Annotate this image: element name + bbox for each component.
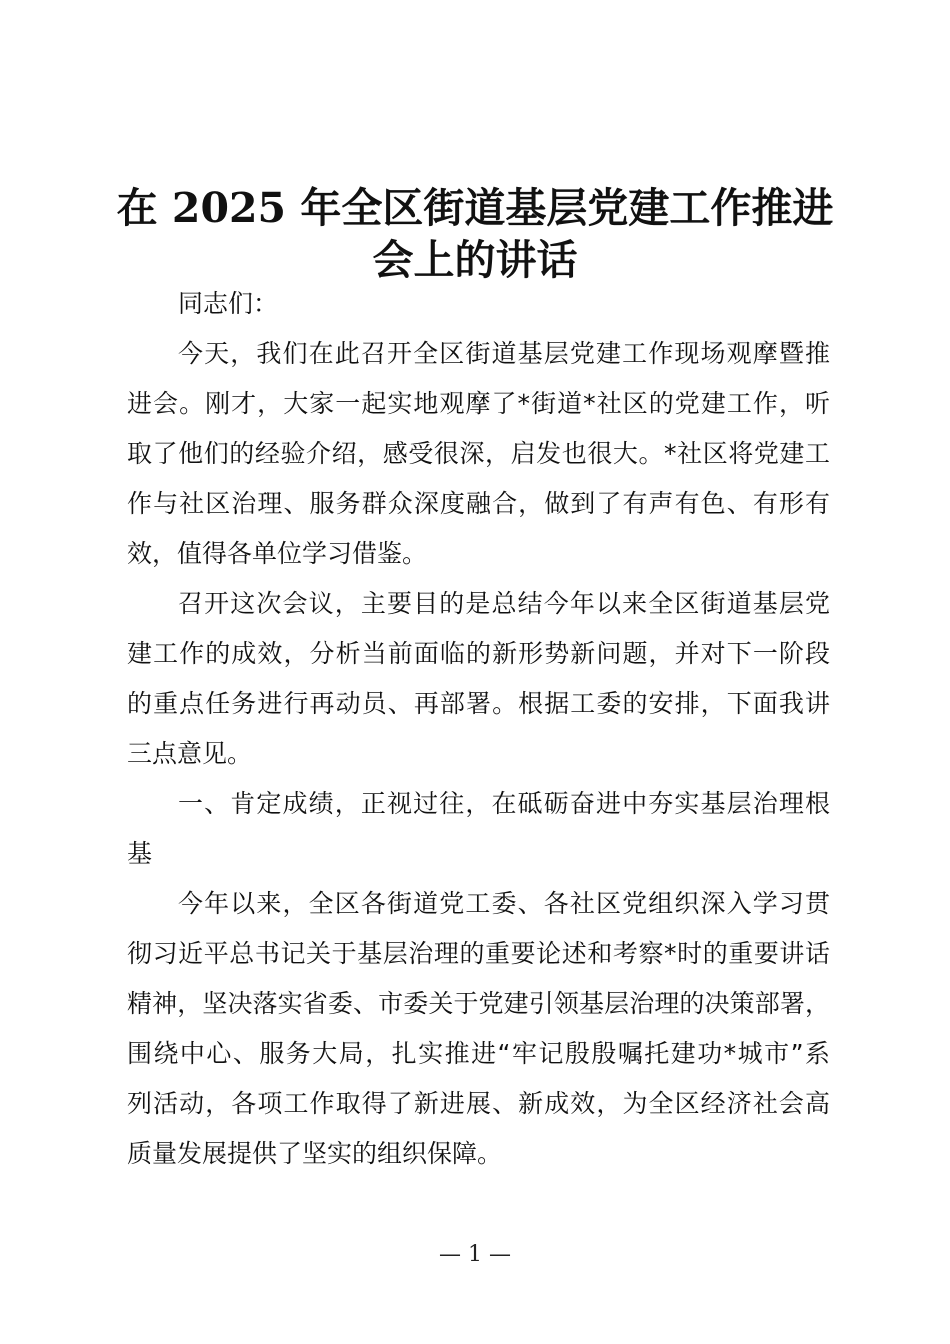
section-heading-line: 基 — [127, 839, 153, 868]
paragraph-1-line: 效，值得各单位学习借鉴。 — [127, 539, 428, 568]
page-number: — 1 — — [439, 1242, 511, 1267]
paragraph-3-line: 列活动，各项工作取得了新进展、新成效，为全区经济社会高 — [127, 1089, 830, 1118]
section-heading-line: 一、肯定成绩，正视过往，在砥砺奋进中夯实基层治理根 — [178, 789, 830, 818]
paragraph-1-line: 取了他们的经验介绍，感受很深，启发也很大。*社区将党建工 — [127, 439, 830, 468]
paragraph-2-line: 的重点任务进行再动员、再部署。根据工委的安排，下面我讲 — [127, 689, 830, 718]
document-title-line-1: 在 2025 年全区街道基层党建工作推进 — [116, 184, 834, 232]
paragraph-3-line: 围绕中心、服务大局，扎实推进“牢记殷殷嘱托建功*城市”系 — [127, 1039, 830, 1068]
paragraph-3-line: 精神，坚决落实省委、市委关于党建引领基层治理的决策部署， — [127, 989, 830, 1018]
paragraph-3-line: 质量发展提供了坚实的组织保障。 — [127, 1139, 503, 1168]
document-title-line-2: 会上的讲话 — [372, 236, 578, 284]
paragraph-2-line: 召开这次会议，主要目的是总结今年以来全区街道基层党 — [178, 589, 830, 618]
paragraph-2-line: 三点意见。 — [127, 739, 253, 768]
salutation: 同志们： — [178, 289, 279, 318]
paragraph-1-line: 今天，我们在此召开全区街道基层党建工作现场观摩暨推 — [178, 339, 830, 368]
paragraph-3-line: 今年以来，全区各街道党工委、各社区党组织深入学习贯 — [178, 889, 830, 918]
paragraph-1-line: 作与社区治理、服务群众深度融合，做到了有声有色、有形有 — [127, 489, 830, 518]
paragraph-2-line: 建工作的成效，分析当前面临的新形势新问题，并对下一阶段 — [127, 639, 830, 668]
paragraph-1-line: 进会。刚才，大家一起实地观摩了*街道*社区的党建工作，听 — [127, 389, 830, 418]
paragraph-3-line: 彻习近平总书记关于基层治理的重要论述和考察*时的重要讲话 — [127, 939, 830, 968]
